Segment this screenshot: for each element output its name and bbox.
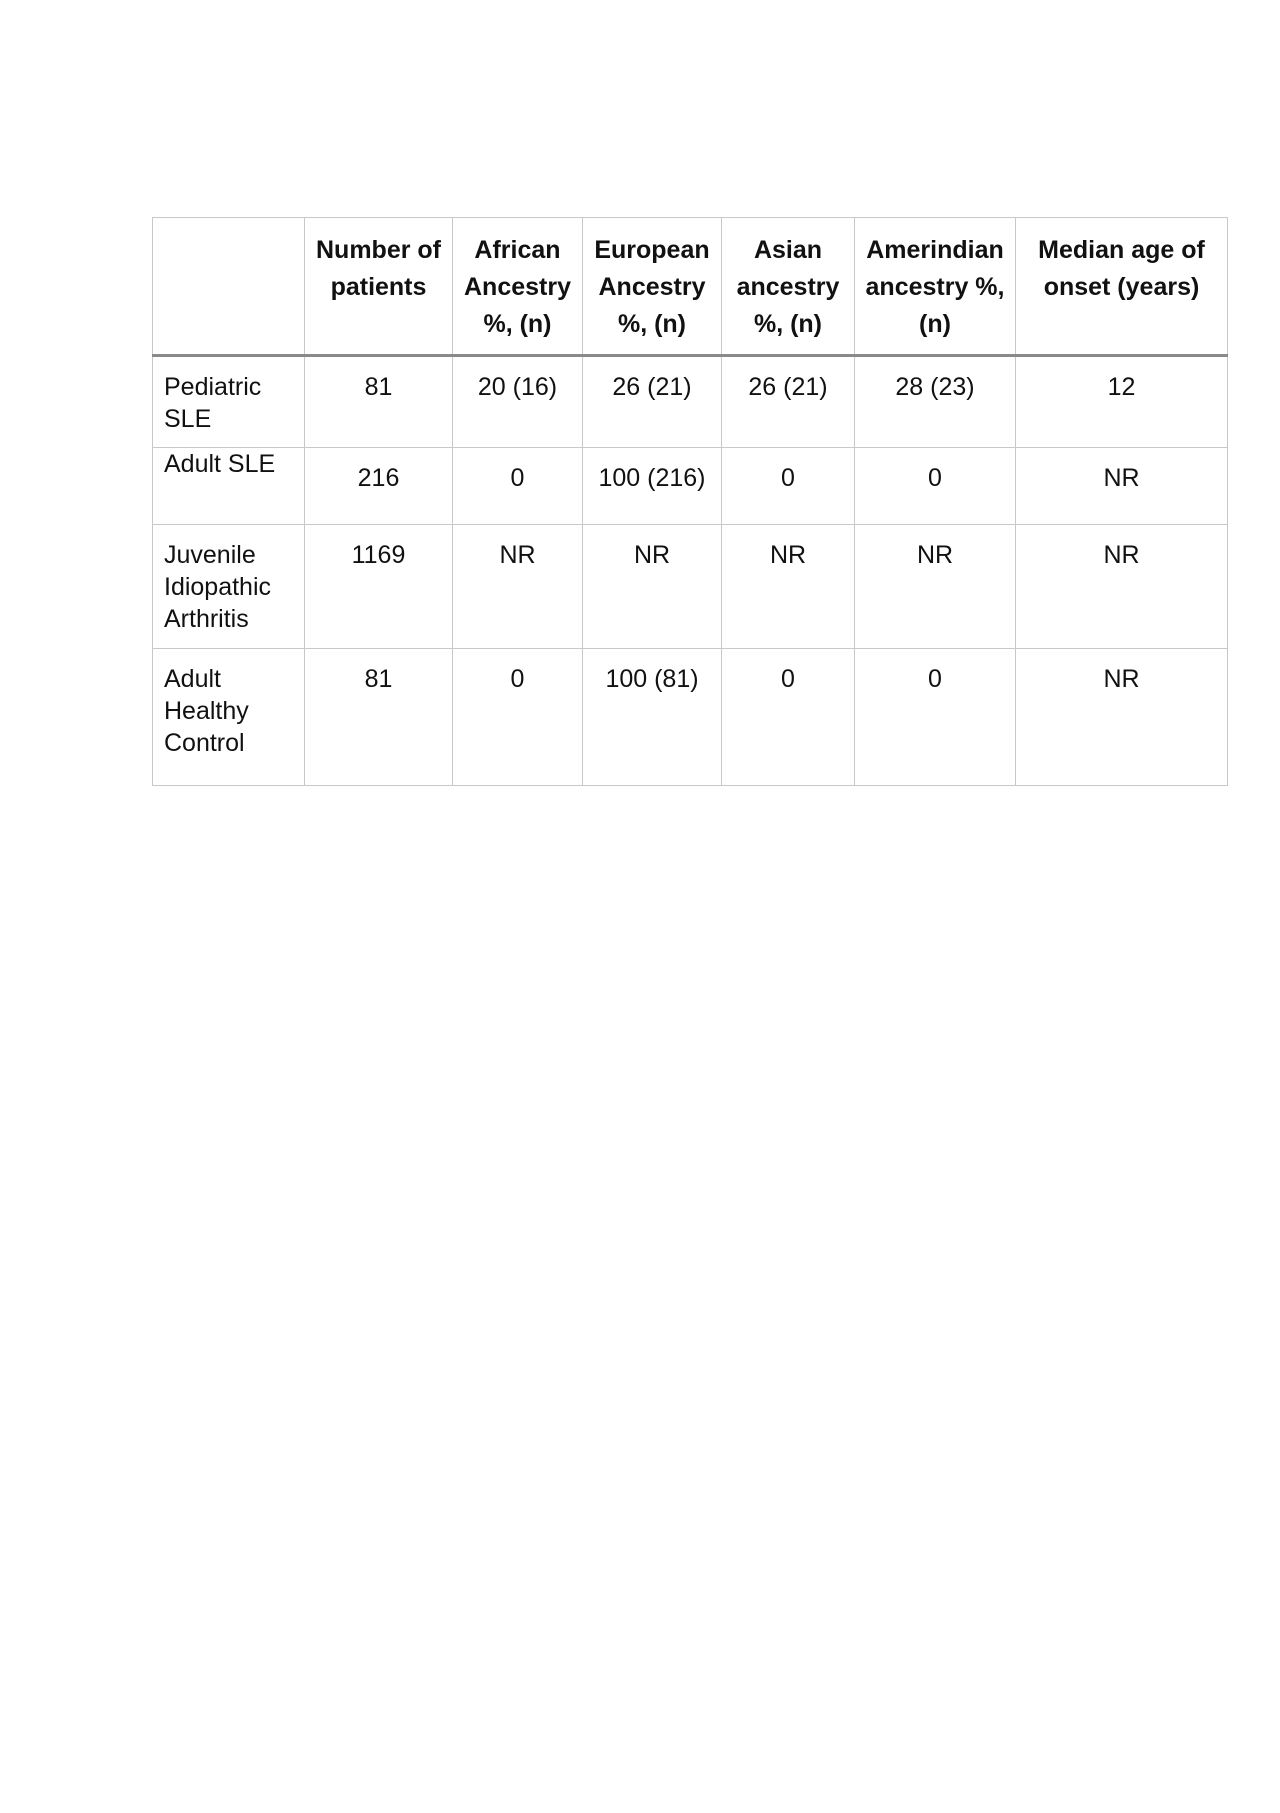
table-cell: 28 (23) [855,356,1016,448]
table-cell: NR [1016,448,1228,525]
table-cell: NR [1016,649,1228,786]
cohort-ancestry-table [152,217,1228,786]
table-cell: 81 [305,649,453,786]
table-cell: NR [855,525,1016,649]
table-cell: 0 [722,649,855,786]
table-cell: 0 [722,448,855,525]
table-cell: 0 [453,448,583,525]
header-cell-african-ancestry: African Ancestry %, (n) [453,218,583,356]
header-cell-number-of-patients: Number of patients [305,218,453,356]
header-cell-empty [153,218,305,356]
table-cell: NR [453,525,583,649]
header-cell-asian-ancestry: Asian ancestry %, (n) [722,218,855,356]
row-label-cell: Juvenile Idiopathic Arthritis [153,525,305,649]
row-label-cell: Adult SLE [153,448,305,525]
table-cell: 20 (16) [453,356,583,448]
header-cell-median-age-of-onset: Median age of onset (years) [1016,218,1228,356]
table-cell: 0 [855,649,1016,786]
table-cell: NR [583,525,722,649]
table-cell: 100 (216) [583,448,722,525]
table-cell: 26 (21) [583,356,722,448]
table-cell: 0 [855,448,1016,525]
row-label-cell: Adult Healthy Control [153,649,305,786]
table-cell: 26 (21) [722,356,855,448]
table-cell: NR [1016,525,1228,649]
table-cell: NR [722,525,855,649]
header-cell-european-ancestry: European Ancestry %, (n) [583,218,722,356]
table-header-row [153,218,1228,356]
table-row [153,525,1228,649]
header-cell-amerindian-ancestry: Amerindian ancestry %, (n) [855,218,1016,356]
row-label-cell: Pediatric SLE [153,356,305,448]
table-row [153,448,1228,525]
table-cell: 81 [305,356,453,448]
table-cell: 216 [305,448,453,525]
table-cell: 12 [1016,356,1228,448]
table-row [153,649,1228,786]
table-cell: 1169 [305,525,453,649]
table-cell: 0 [453,649,583,786]
table-cell: 100 (81) [583,649,722,786]
table-row [153,356,1228,448]
